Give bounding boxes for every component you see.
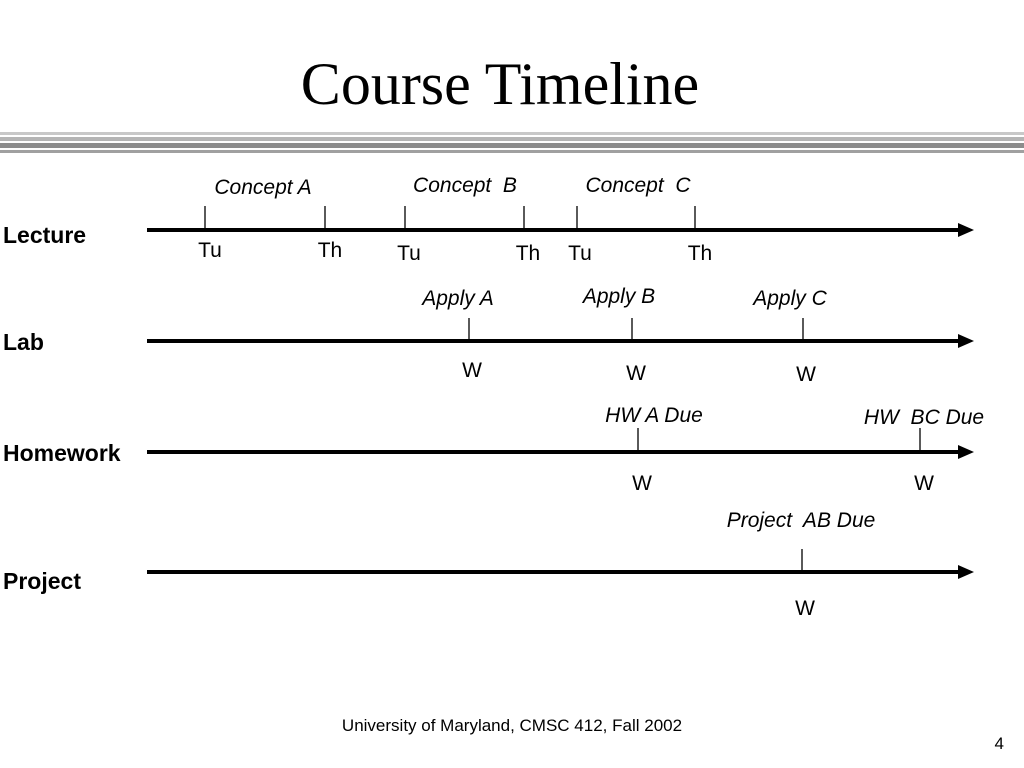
arrowhead-lecture [958, 223, 974, 237]
event-label: Apply B [582, 285, 656, 308]
day-label: Th [515, 242, 541, 265]
event-label: HW BC Due [863, 406, 985, 429]
event-label: Concept C [585, 174, 691, 197]
day-label: W [796, 363, 816, 386]
track-label-homework: Homework [3, 440, 121, 466]
day-label: W [632, 472, 652, 495]
page-number: 4 [994, 734, 1004, 753]
day-label: Tu [198, 239, 222, 262]
track-project [3, 509, 974, 620]
event-label: Concept A [214, 176, 312, 199]
track-label-project: Project [3, 568, 81, 594]
arrowhead-project [958, 565, 974, 579]
slide-footer: University of Maryland, CMSC 412, Fall 2002 [341, 716, 683, 735]
event-label: HW A Due [605, 404, 703, 427]
day-label: Tu [568, 242, 592, 265]
day-label: W [795, 597, 815, 620]
track-homework [3, 404, 984, 495]
event-label: Project AB Due [726, 509, 876, 532]
event-label: Apply C [753, 287, 827, 310]
day-label: W [914, 472, 934, 495]
track-lab [3, 285, 974, 386]
event-label: Concept B [413, 174, 517, 197]
day-label: W [626, 362, 646, 385]
event-label: Apply A [422, 287, 494, 310]
arrowhead-lab [958, 334, 974, 348]
track-lecture [3, 174, 974, 265]
day-label: Th [317, 239, 343, 262]
day-label: Th [687, 242, 713, 265]
track-label-lecture: Lecture [3, 222, 87, 248]
day-label: Tu [397, 242, 421, 265]
arrowhead-homework [958, 445, 974, 459]
day-label: W [462, 359, 482, 382]
slide-title: Course Timeline [300, 51, 700, 117]
track-label-lab: Lab [3, 329, 44, 355]
